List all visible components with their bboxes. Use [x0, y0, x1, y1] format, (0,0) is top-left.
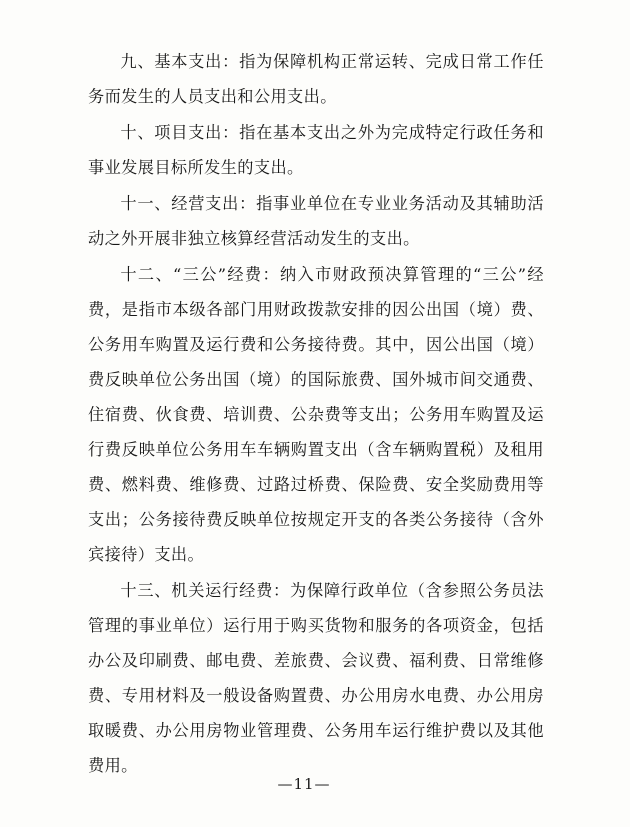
page-number: —11— [277, 775, 331, 793]
paragraph: 十、项目支出：指在基本支出之外为完成特定行政任务和事业发展目标所发生的支出。 [88, 123, 544, 177]
paragraph: 十二、“三公”经费：纳入市财政预决算管理的“三公”经费，是指市本级各部门用财政拨款安排的因公出国（境）费、公务用车购置及运行费和公务接待费。其中，因公出国（境）费反映单位公务出国（境）的国际旅费、国外城市间交通费、住宿费、伙食费、培训费、公杂费等支出；公务用车购置及运行费反映单位公务用车车辆购置支出（含车辆购置税）及租用费、燃料费、维修费、过路过桥费、保险费、安全奖励费用等支出；公务接待费反映单位按规定开支的各类公务接待（含外宾接待）支出。 [88, 265, 544, 564]
paragraph: 十三、机关运行经费：为保障行政单位（含参照公务员法管理的事业单位）运行用于购买货物和服务的各项资金，包括办公及印刷费、邮电费、差旅费、会议费、福利费、日常维修费、专用材料及一般设备购置费、办公用房水电费、办公用房取暖费、办公用房物业管理费、公务用车运行维护费以及其他费用。 [88, 581, 544, 775]
paragraph: 十一、经营支出：指事业单位在专业业务活动及其辅助活动之外开展非独立核算经营活动发生的支出。 [88, 194, 544, 248]
paragraph: 九、基本支出：指为保障机构正常运转、完成日常工作任务而发生的人员支出和公用支出。 [88, 52, 544, 106]
document-body [88, 44, 544, 783]
